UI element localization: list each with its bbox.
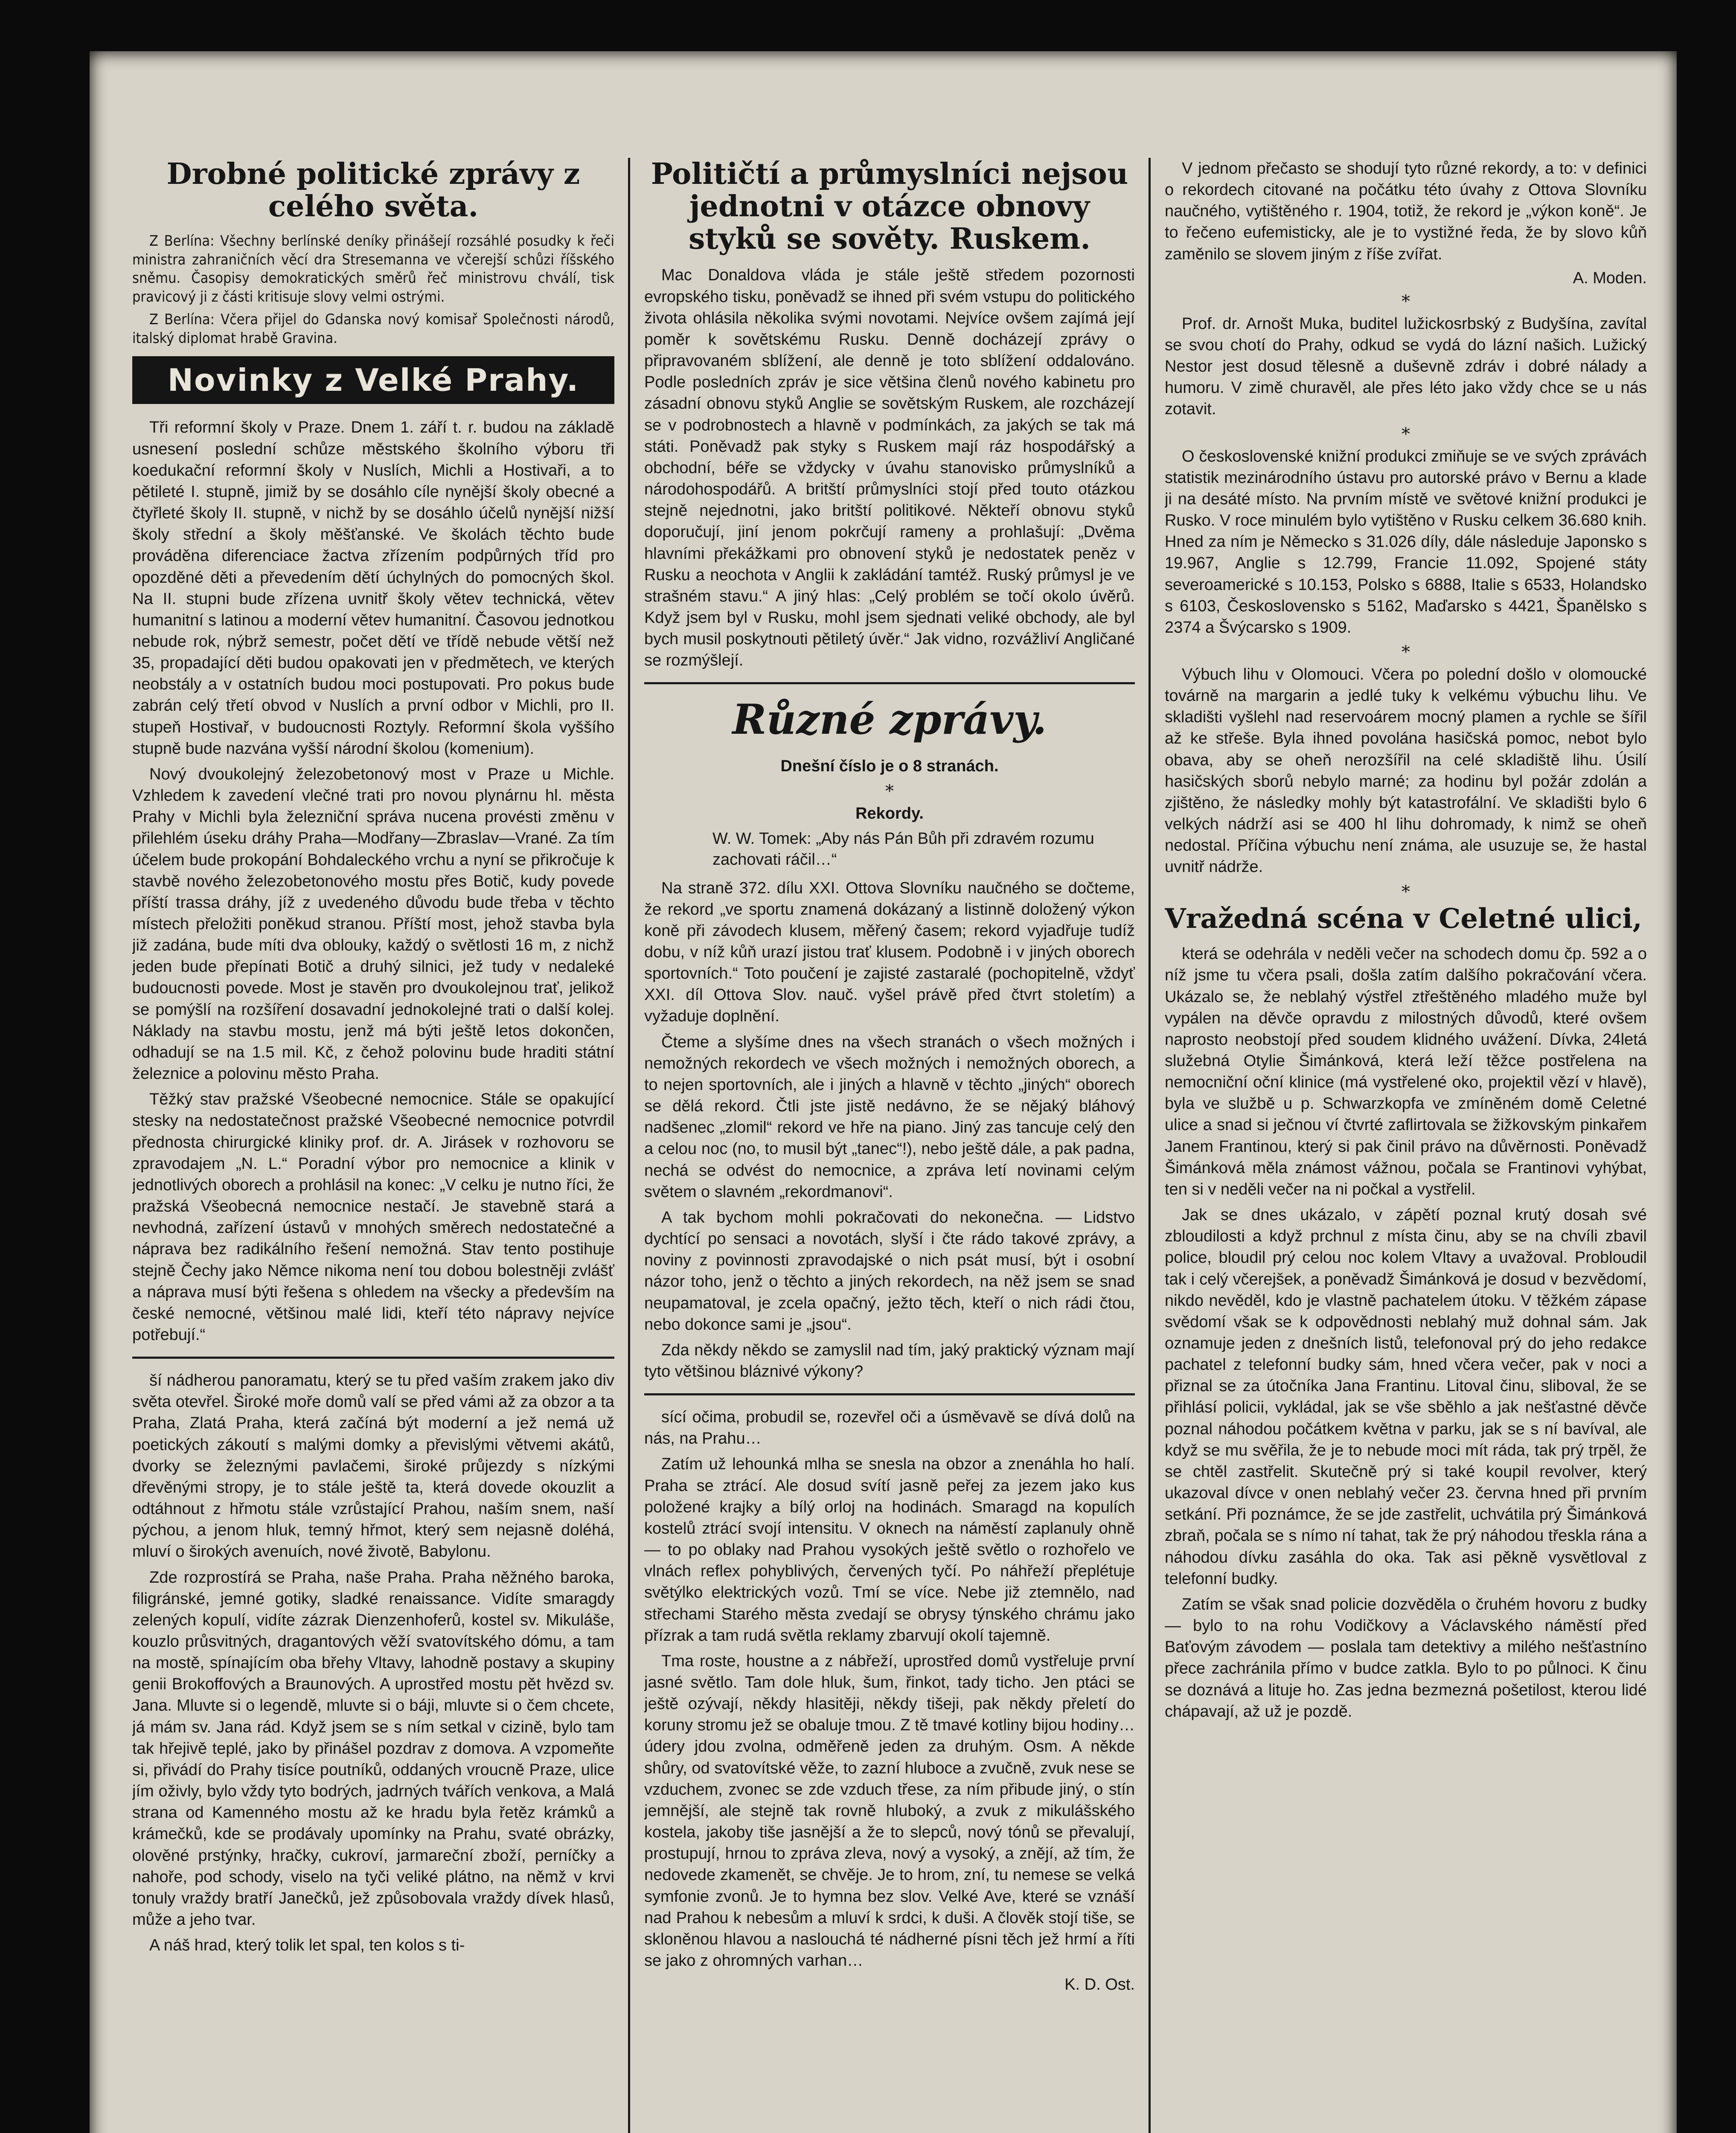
headline-political-news: Drobné politické zprávy z celého světa. bbox=[166, 158, 580, 224]
column-right bbox=[1165, 158, 1647, 2133]
epigraph: W. W. Tomek: „Aby nás Pán Bůh při zdravém rozumu zachovati ráčil…“ bbox=[712, 829, 1094, 869]
article-paragraph: Jak se dnes ukázalo, v zápětí poznal krutý dosah své zbloudilosti a když prchnul z místa činu, aby se na chvíli zbavil police, bloudil prý celou noc kolem Vltavy a uvažoval. Probloudil tak i celý včerejšek, a poněvadž Šimánková je dosud v bezvědomí, nikdo nevěděl, kdo je vlastně pachatelem útoku. V těžkém zápase svědomí však se k odpovědnosti neblahý muž dohnal sám. Jak oznamuje jeden z dnešních listů, telefonoval prý do jeho redakce pachatel z telefonní budky sám, hned včera večer, pak v noci a přiznal se za útočníka Jana Frantinu. Litoval činu, sliboval, že se přihlásí policii, vykládal, jak se vše sběhlo a jak nešťastné děvče poznal náhodou počátkem května v parku, jak se s ní bavíval, ale když se mu svěřila, že je to nebude moci mít ráda, tak prý trpěl, že se chtěl zastřelit. Skutečně prý si také koupil revolver, který ukazoval dívce v onen neblahý večer 23. června hned při prvním setkání. Při poznámce, že se jde zastřelit, uchvátila prý Šimánková zbraň, počala se s nímo ní tahat, tak že prý náhodou třeskla rána a náhodou dívku zasáhla do oka. Tak asi pěkně vysvětloval z telefonní budky. bbox=[1165, 1206, 1647, 1588]
divider bbox=[644, 682, 1135, 684]
article-paragraph: Na straně 372. dílu XXI. Ottova Slovníku naučného se dočteme, že rekord „ve sportu znamená dokázaný a listinně doložený výkon koně při závodech klusem, měřený časem; rekord vyjadřuje tudíž dobu, v níž kůň urazí jistou trať klusem. Podobně i v jiných oborech sportovních.“ Toto poučení je zajisté zastaralé (pochopitelně, vždyť XXI. díl Ottova Slov. nauč. vyšel právě před čtvrt stoletím) a vyžaduje doplnění. bbox=[644, 879, 1135, 1026]
issue-notice: Dnešní číslo je o 8 stranách. bbox=[780, 757, 999, 776]
short-note: Výbuch lihu v Olomouci. Včera po polední došlo v olomoucké továrně na margarin a jedlé tuky k velkému výbuchu lihu. Ve skladišti vyšlehl nad reservoárem mocný plamen a rychle se šířil až ke střeše. Byla ihned povolána hasičská pomoc, nebot bylo obava, aby se oheň nerozšířil na celé skladiště lihu. Úsilí hasičských sborů nebylo marné; za hodinu byl požár zdolán a zjištěno, že následky mohly být katastrofální. Ve skladišti bylo 6 velkých nádrží asi se 400 hl lihu dohromady, k nimž se oheň nedostal. Příčina výbuchu není známa, ale usuzuje se, že hastal uvnitř nádrže. bbox=[1165, 665, 1647, 876]
feuilleton-paragraph: A náš hrad, který tolik let spal, ten kolos s ti- bbox=[149, 1936, 465, 1955]
article-paragraph: která se odehrála v neděli večer na schodech domu čp. 592 a o níž jsme tu včera psali, došla zatím dalšího pokračování včera. Ukázalo se, že neblahý výstřel ztřeštěného mladého muže byl vypálen na děvče opravdu z milostných důvodů, které ovšem naprosto neobstojí před soudem klidného uvážení. Dívka, 24letá služebná Otylie Šimánková, která leží těžce postřelena na nemocniční oční klinice (má vystřelené oko, projektil vězí v hlavě), byla ve službě u p. Schwarzkopfa ve zmíněném domě Celetné ulice a snad si ječnou ví čtvrté zaflirtovala se žižkovským pinkařem Janem Frantinou, který si pak činil právo na důvěrnosti. Poněvadž Šimánková měla známost vážnou, počala se Frantinovi vyhýbat, ten si v neděli večer na ni počkal a vystřelil. bbox=[1165, 945, 1647, 1198]
author-signature: A. Moden. bbox=[1573, 269, 1647, 287]
column-left bbox=[132, 158, 614, 2133]
article-paragraph: V jednom přečasto se shodují tyto různé rekordy, a to: v definici o rekordech citované na počátku této úvahy z Ottova Slovníku naučného, vytištěného r. 1904, totiž, že rekord je „výkon koně“. Je to řečeno eufemisticky, ale je to vystižné ředa, že by slovo kůň zaměnilo se slovem jiným z říše zvířat. bbox=[1165, 160, 1647, 263]
feuilleton-paragraph: Zatím už lehounká mlha se snesla na obzor a znenáhla ho halí. Praha se ztrácí. Ale dosud svítí jasně peřej za jezem jako kus položené krajky a bílý orloj na hodinách. Smaragd na kopulích kostelů ztrácí svojí intensitu. V oknech na náměstí zaplanuly ohně — to po oblaky nad Prahou vysokých ještě světlo o rozhořelo ve vlnách reflex pohyblivých, červených tyčí. Po náhřeží přeplétuje světýlko elektrických vozů. Tmí se více. Nebe již ztemnělo, nad střechami Starého města zvedají se obrysy týnského chrámu jako přízrak a tam rudá světla reklamy zbarvují okolí tajemně. bbox=[644, 1455, 1135, 1645]
short-note: O československé knižní produkci zmiňuje se ve svých zprávách statistik mezinárodního ústavu pro autorské právo v Bernu a klade ji na desáté místo. Na prvním místě ve světové knižní produkci je Rusko. V roce minulém bylo vytištěno v Rusku celkem 36.680 knih. Hned za ním je Německo s 31.026 díly, dále následuje Japonsko s 19.967, Anglie s 12.799, Francie 11.092, Spojené státy severoamerické s 10.153, Polsko s 6888, Italie s 6533, Holandsko s 6103, Československo s 5162, Maďarsko s 4421, Španělsko s 2374 a Švýcarsko s 1909. bbox=[1165, 447, 1647, 636]
article-paragraph: Čteme a slyšíme dnes na všech stranách o všech možných i nemožných rekordech ve všech možných i nemožných oborech, a to nejen sportovních, ale i jiných a hlavně v těchto „jiných“ oborech se dělá rekord. Čtli jste jistě nedávno, že se nějaký bláhový nadšenec „zlomil“ rekord ve hře na piano. Jiný zas tancuje celý den a celou noc (no, to musil být „tanec“!), nebo ještě dále, a pak padna, nechá se odvést do nemocnice, a zpráva letí novinami celým světem o slavném „rekordmanovi“. bbox=[644, 1033, 1135, 1201]
headline-celetna-scene: Vražedná scéna v Celetné ulici, bbox=[1165, 902, 1642, 935]
star-separator: * bbox=[1402, 882, 1410, 902]
author-signature: K. D. Ost. bbox=[1064, 1976, 1135, 1994]
article-paragraph: Tři reformní školy v Praze. Dnem 1. září t. r. budou na základě usnesení poslední schůze městského školního výboru tři koedukační reformní školy v Nuslích, Michli a Hostivaři, a to pětileté I. stupně, jimiž by se dosáhlo cíle nynější školy obecné a čtyřleté školy II. stupně, v nichž by se dosáhlo účelů nynější nižší školy střední a školy měšťanské. Ve školách těchto bude prováděna diferenciace žactva zřízením podpůrných tříd pro opozděné děti a převedením dětí úchylných do pomocných škol. Na II. stupni bude zřízena uvnitř školy větev technická, větev humanitní s latinou a moderní větev humanitní. Časovou jednotkou nebude rok, nýbrž semestr, počet dětí ve třídě nebude větší než 35, propadající děti budou opakovati jen v předmětech, ve kterých neobstály a v ostatních budou moci postupovati. Pro pokus bude zabrán celý třetí obvod v Nuslích a první odbor v Michli, pro II. stupeň Hostivař, v budoucnosti Roztyly. Reformní škola vyššího stupně bude nazvána vyšší národní školou (komenium). bbox=[132, 418, 614, 758]
feuilleton-paragraph: sící očima, probudil se, rozevřel oči a úsměvavě se dívá dolů na nás, na Prahu… bbox=[644, 1408, 1135, 1448]
feuilleton-paragraph: Zde rozprostírá se Praha, naše Praha. Praha něžného baroka, filigránské, jemné gotiky, sladké renaissance. Vidíte smaragdy zelených kopulí, vidíte zázrak Dienzenhoferů, kostel sv. Mikuláše, kouzlo průsvitných, dragantových věží svatovítského dómu, a tam na mostě, spínajícím oba břehy Vltavy, lahodně postavy a skupiny genii Brokoffových a Braunových. A uprostřed mostu pět hvězd sv. Jana. Mluvte si o legendě, mluvte si o báji, mluvte si o čem chcete, já mám sv. Jana rád. Když jsem se s ním setkal v cizině, bylo tam tak hřejivě teplé, jako by přinášel pozdrav z domova. A vzpomeňte si, přivádí do Prahy tisíce poutníků, oddaných vroucně Praze, ulice jím oživly, bylo vždy tyto bodrých, jadrných tvářích venkova, a Malá strana od Kamenného mostu až ke hradu byla řetěz krámků a krámečků, kde se prodávaly upomínky na Prahu, svaté obrázky, olověné prstýnky, hračky, cukroví, jarmareční zboží, perníčky a nahoře, pod schody, viselo na tyči veliké plátno, na němž v krvi tonuly vraždy bratří Janečků, jež způsobovala vraždy dívek hlasů, může a jeho tvar. bbox=[132, 1568, 614, 1929]
article-paragraph: Mac Donaldova vláda je stále ještě středem pozornosti evropského tisku, poněvadž se ihned při svém vstupu do politického života ohlásila několika svými novotami. Nejvíce ovšem zajímá její poměr k sovětskému Rusku. Denně docházejí zprávy o připravovaném sblížení, ale denně je toto sblížení oddalováno. Podle posledních zpráv je sice většina členů nového kabinetu pro zásadní obnovu styků Anglie se sovětským Ruskem, ale rozcházejí se v podrobnostech a hlavně v podmínkách, za jakých se tak má státi. Poněvadž pak styky s Ruskem mají ráz hospodářský a obchodní, béře se vždycky v úvahu stanovisko průmyslníků a národohospodářů. A britští průmyslníci stojí před touto otázkou stejně nejednotni, jako britští politikové. Někteří obnovu styků doporučují, jiní jenom pokrčují rameny a prohlašují: „Dvěma hlavními překážkami pro obnovení styků je nedostatek peněz v Rusku a neochota v Anglii k zakládání tamtéž. Ruský průmysl je ve strašném stavu.“ A jiný hlas: „Celý problém se točí okolo úvěrů. Když jsem byl v Rusku, mohl jsem sjednati veliké obchody, ale byl bych musil poskytnouti pětiletý úvěr.“ Jak vidno, rozvážliví Angličané se rozmýšlejí. bbox=[644, 266, 1135, 670]
star-separator: * bbox=[1402, 424, 1410, 444]
article-paragraph: Zatím se však snad policie dozvěděla o čruhém hovoru z budky — bylo to na rohu Vodičkovy a Václavského náměstí před Baťovým závodem — poslala tam detektivy a milého nešťastníno přece zachránila přímo v budce zatkla. Bylo to po půlnoci. K činu se doznává a lituje ho. Zas jedna bezmezná pošetilost, kterou lidé chápavají, až už je pozdě. bbox=[1165, 1595, 1647, 1720]
short-note: Prof. dr. Arnošt Muka, buditel lužickosrbský z Budyšína, zavítal se svou chotí do Prahy, odkud se vydá do lázní našich. Lužický Nestor jest dosud tělesně a duševně zdráv i dobré nálady a humoru. V zimě churavěl, ale přes léto jako vždy chce se u nás zotavit. bbox=[1165, 314, 1647, 418]
divider bbox=[644, 1393, 1135, 1395]
column-rule bbox=[1149, 158, 1151, 2133]
column-middle bbox=[644, 158, 1135, 2133]
subhead-records: Rekordy. bbox=[855, 804, 924, 822]
star-separator: * bbox=[885, 781, 894, 801]
headline-russia-relations: Političtí a průmyslníci nejsou jednotni v otázce obnovy styků se sověty. Ruskem. bbox=[651, 158, 1128, 256]
divider bbox=[132, 1357, 614, 1359]
article-paragraph: Těžký stav pražské Všeobecné nemocnice. Stále se opakující stesky na nedostatečnost pražské Všeobecné nemocnice potvrdil přednosta chirurgické kliniky prof. dr. A. Jirásek v rozhovoru se zpravodajem „N. L.“ Poradní výbor pro nemocnice a klinik v jednotlivých oborech a prohlásil na konec: „V celku je nutno říci, že pražská Všeobecná nemocnice nestačí. Je stavebně stará a nevhodná, zařízení ústavů v mnohých směrech nedostatečné a náprava bez radikálního řešení nemožná. Stav tento postihuje stejně Čechy jako Němce nikoma není tou dobou bolestněji zvlášť a náprava musí býti řešena s ohledem na všecky a především na české nemocné, většinou malé lidi, kteří této nápravy nejvíce potřebují.“ bbox=[132, 1090, 614, 1344]
newspaper-page bbox=[90, 51, 1677, 2133]
news-item: Z Berlína: Včera přijel do Gdanska nový komisař Společnosti národů, italský diplomat hrabě Gravina. bbox=[132, 311, 614, 347]
article-paragraph: Nový dvoukolejný železobetonový most v Praze u Michle. Vzhledem k zavedení vlečné trati pro novou plynárnu hl. města Prahy v Michli byla železniční správa nucena provésti změnu v přilehlém úseku dráhy Praha—Modřany—Zbraslav—Vrané. Za tím účelem bude prokopání Bohdaleckého vrchu a nyní se přikročuje k stavbě nového železobetonového mostu přes Botič, kudy povede příští trassa dráhy, jíž z uvedeného důvodu bude třeba v těchto místech přeložiti poněkud stranou. Příští most, jehož stavba byla již zadána, bude míti dva oblouky, každý o světlosti 16 m, z nichž jeden bude přepínati Botič a druhý silnici, jež tudy v nedaleké budoucnosti povede. Most je stavěn pro dvoukolejnou trať, jelikož se pomýšlí na rozšíření dosavadní jednokolejné trati o další kolej. Náklady na stavbu mostu, jenž má býti ještě letos dokončen, odhadují se na 1.5 mil. Kč, z čehož polovinu bude hraditi státní železnice a polovinu město Praha. bbox=[132, 765, 614, 1083]
section-banner-prague: Novinky z Velké Prahy. bbox=[132, 356, 614, 404]
article-paragraph: Zda někdy někdo se zamyslil nad tím, jaký praktický význam mají tyto většinou bláznivé výkony? bbox=[644, 1341, 1135, 1380]
feuilleton-paragraph: ší nádherou panoramatu, který se tu před vaším zrakem jako div světa otevřel. Široké moře domů valí se před vámi až za obzor a ta Praha, Zlatá Praha, která začíná být moderní a jež nemá už poetických zákoutí s malými domky a převislými větvemi akátů, dvorky se železnými pavlačemi, široké průjezdy s nízkými dřevěnými stropy, je to stále ještě ta, která dovede okouzlit a odtáhnout z hřmotu stále vzrůstající Prahou, naším snem, naší pýchou, a jenom hluk, temný hřmot, který sem nejasně doléhá, mluví o širokých avenuích, nové životě, Babylonu. bbox=[132, 1372, 614, 1561]
news-item: Z Berlína: Všechny berlínské deníky přinášejí rozsáhlé posudky k řeči ministra zahraničních věcí dra Stresemanna ve včerejší schůzi říšského sněmu. Časopisy demokratických směrů řeč ministrovu chválí, tisk pravicový ji z části kritisuje slovy velmi ostrými. bbox=[132, 232, 614, 305]
article-paragraph: A tak bychom mohli pokračovati do nekonečna. — Lidstvo dychtící po sensaci a novotách, slyší i čte rádo takové zprávy, a noviny z povinnosti zpravodajské o nich psát musí, být i osobní názor toho, jenž o těchto a jiných rekordech, na něž jsem se snad neupamatoval, je zcela opačný, ježto těch, kteří o nich rádi čtou, nebo dokonce sami je „jsou“. bbox=[644, 1208, 1135, 1334]
section-title-misc-news: Různé zprávy. bbox=[732, 695, 1047, 744]
star-separator: * bbox=[1402, 291, 1410, 311]
column-rule bbox=[628, 158, 630, 2133]
star-separator: * bbox=[1402, 642, 1410, 662]
feuilleton-paragraph: Tma roste, houstne a z nábřeží, uprostřed domů vystřeluje první jasné světlo. Tam dole hluk, šum, řinkot, tady ticho. Jen ptáci se ještě ozývají, někdy hlasitěji, někdy tišeji, pak někdy přeletí do koruny stromu jež se obaluje tmou. Z tě tmavé kotliny bijou hodiny… údery jdou zvolna, odměřeně jeden za druhým. Osm. A někde shůry, od svatovítské věže, to zazní hluboce a zvučně, zvuk nese se vzduchem, zvonec se zde vzduch třese, za ním přibude jiný, o stín jemnější, ale stejně tak rovně hluboký, a zvuk z mikulášského kostela, jakoby tiše jasnější a že to slepců, nový tónů se převalují, prostupují, hrnou to zpráva zleva, nový a vysoký, a znějí, až tím, že nedovede zkamenět, se chvěje. Je to hrom, zní, tu nemese se velká symfonie zvonů. Je to hymna bez slov. Velké Ave, které se vznáší nad Prahou k nebesům a mluví k srdci, k duši. A člověk stojí tiše, se skloněnou hlavou a naslouchá té nádherné písni těch jež hrmí a říti se jako z ohromných varhan… bbox=[644, 1652, 1135, 1970]
